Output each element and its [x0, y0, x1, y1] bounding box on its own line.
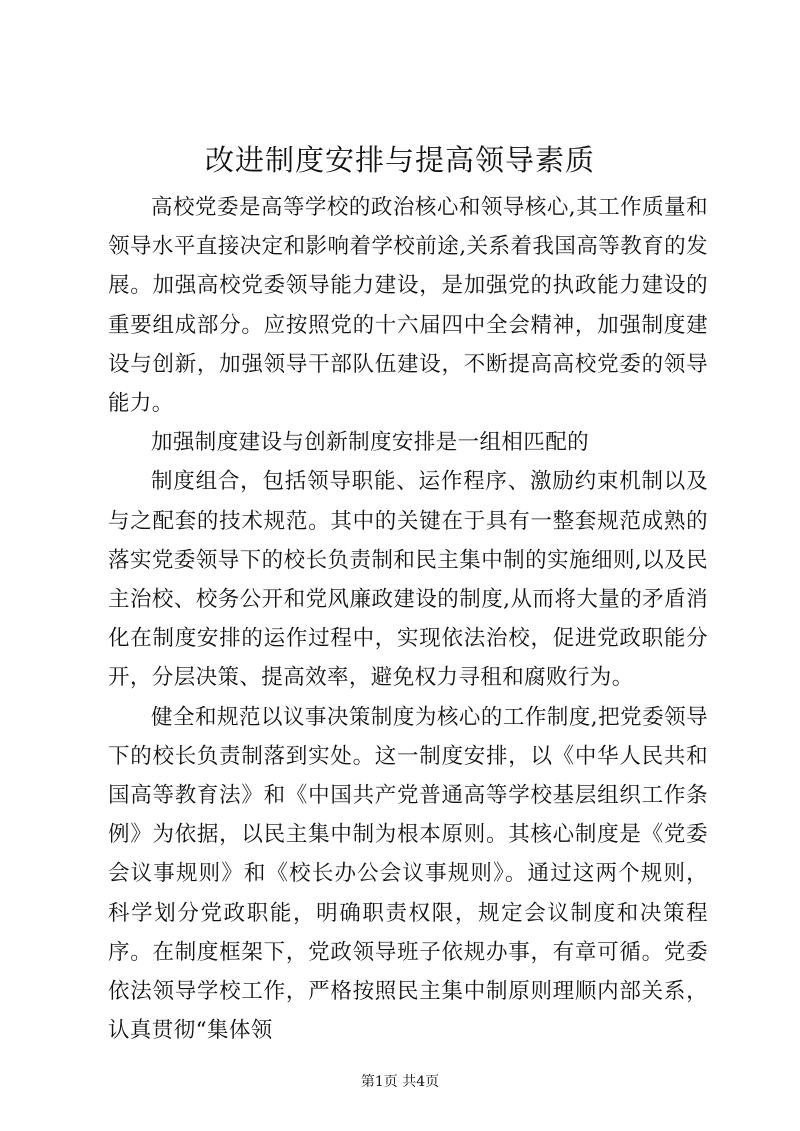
- document-title: 改进制度安排与提高领导素质: [204, 143, 595, 177]
- paragraph-2: 加强制度建设与创新制度安排是一组相匹配的: [151, 430, 590, 456]
- page-number-footer: 第1页 共4页: [360, 1074, 440, 1090]
- paragraph-3: 制度组合，包括领导职能、运作程序、激励约束机制以及与之配套的技术规范。其中的关键在于具有一整套规范成熟的落实党委领导下的校长负责制和民主集中制的实施细则,以及民主治校、校务公开和党风廉政建设的制度,从而将大量的矛盾消化在制度安排的运作过程中，实现依法治校，促进党政职能分开，分层决策、提高效率，避免权力寻租和腐败行为。: [108, 469, 708, 691]
- document-body: [108, 188, 708, 1050]
- paragraph-4: 健全和规范以议事决策制度为核心的工作制度,把党委领导下的校长负责制落到实处。这一制度安排，以《中华人民共和国高等教育法》和《中国共产党普通高等学校基层组织工作条例》为依据，以民主集中制为根本原则。其核心制度是《党委会议事规则》和《校长办公会议事规则》。通过这两个规则，科学划分党政职能，明确职责权限，规定会议制度和决策程序。在制度框架下，党政领导班子依规办事，有章可循。党委依法领导学校工作，严格按照民主集中制原则理顺内部关系，认真贯彻“集体领: [108, 704, 708, 1044]
- paragraph-1: 高校党委是高等学校的政治核心和领导核心,其工作质量和领导水平直接决定和影响着学校前途,关系着我国高等教育的发展。加强高校党委领导能力建设，是加强党的执政能力建设的重要组成部分。应按照党的十六届四中全会精神，加强制度建设与创新，加强领导干部队伍建设，不断提高高校党委的领导能力。: [108, 195, 708, 417]
